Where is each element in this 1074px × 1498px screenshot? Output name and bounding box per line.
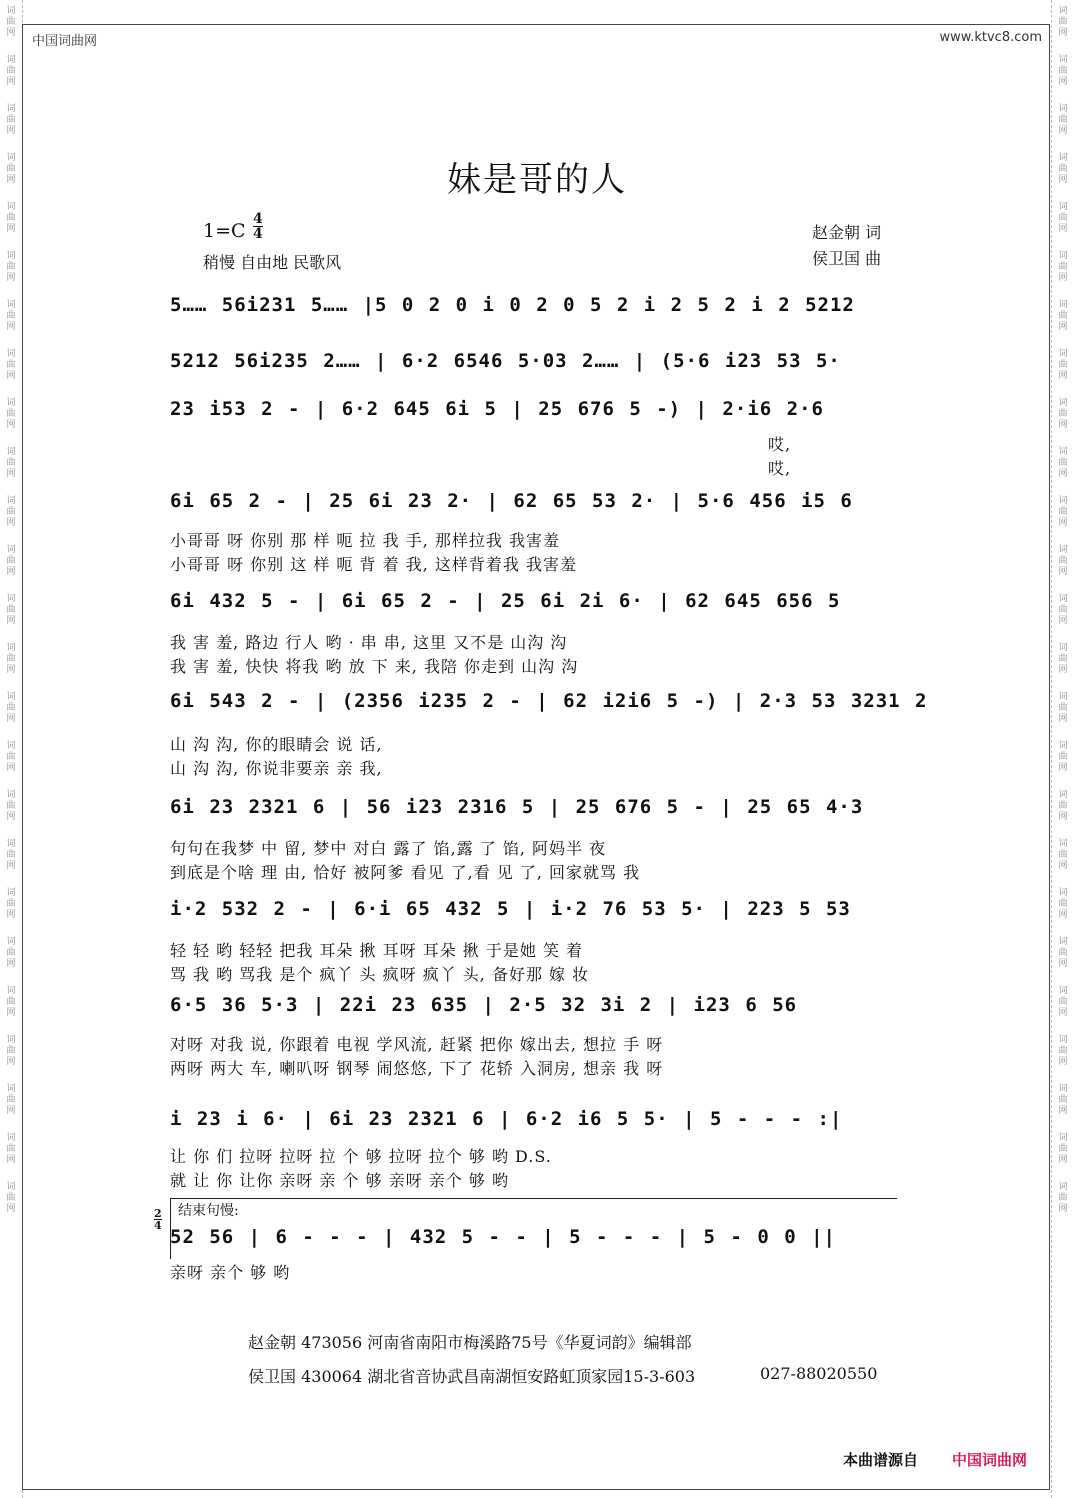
ending-lyrics: 亲呀 亲个 够 哟 — [170, 1263, 291, 1282]
notation-line: 52 56 | 6 - - - | 432 5 - - | 5 - - - | 5 - 0 0 || — [170, 1226, 836, 1248]
notation-line: i 23 i 6· | 6i 23 2321 6 | 6·2 i6 5 5· | 5 - - - :| — [170, 1108, 843, 1130]
ending-label: 结束句慢: — [178, 1203, 239, 1219]
notation-line: 6i 65 2 - | 25 6i 23 2· | 62 65 53 2· | 5·6 456 i5 6 — [170, 490, 853, 512]
notation-line: 5…… 56i231 5…… |5 0 2 0 i 0 2 0 5 2 i 2 5 2 i 2 5212 — [170, 294, 855, 316]
watermark-mark: 词 曲 网 — [1058, 986, 1068, 1018]
watermark-mark: 词 曲 网 — [1058, 839, 1068, 871]
source-label: 本曲谱源自 — [843, 1451, 919, 1469]
lyric-verse-1: 句句在我梦 中 留, 梦中 对白 露了 馅,露 了 馅, 阿妈半 夜 — [170, 839, 607, 858]
notation-line: 6·5 36 5·3 | 22i 23 635 | 2·5 32 3i 2 | i23 6 56 — [170, 994, 798, 1016]
watermark-mark: 词 曲 网 — [6, 251, 16, 283]
watermark-mark: 词 曲 网 — [6, 692, 16, 724]
watermark-mark: 词 曲 网 — [6, 202, 16, 234]
watermark-mark: 词 曲 网 — [6, 986, 16, 1018]
watermark-mark: 词 曲 网 — [1058, 447, 1068, 479]
watermark-mark: 词 曲 网 — [6, 104, 16, 136]
notation-line: 23 i53 2 - | 6·2 645 6i 5 | 25 676 5 -) | 2·i6 2·6 — [170, 398, 824, 420]
watermark-mark: 词 曲 网 — [6, 6, 16, 38]
watermark-mark: 词 曲 网 — [1058, 496, 1068, 528]
watermark-mark: 词 曲 网 — [1058, 104, 1068, 136]
song-title: 妹是哥的人 — [447, 160, 627, 200]
watermark-mark: 词 曲 网 — [1058, 888, 1068, 920]
watermark-mark: 词 曲 网 — [6, 398, 16, 430]
lyric-verse-1: 轻 轻 哟 轻轻 把我 耳朵 揪 耳呀 耳朵 揪 于是她 笑 着 — [170, 941, 584, 960]
watermark-mark: 词 曲 网 — [6, 1133, 16, 1165]
tempo-marking: 稍慢 自由地 民歌风 — [203, 253, 342, 272]
source-brand-link[interactable]: 中国词曲网 — [952, 1451, 1028, 1469]
lyric-verse-1: 我 害 羞, 路边 行人 哟 · 串 串, 这里 又不是 山沟 沟 — [170, 633, 568, 652]
watermark-mark: 词 曲 网 — [1058, 692, 1068, 724]
watermark-mark: 词 曲 网 — [6, 300, 16, 332]
key-signature: 1=C — [203, 220, 246, 242]
composer-credit: 侯卫国 曲 — [812, 249, 882, 268]
left-watermark-strip — [0, 0, 23, 1498]
watermark-mark: 词 曲 网 — [1058, 6, 1068, 38]
time-signature: 4 4 — [253, 211, 263, 242]
lyricist-credit: 赵金朝 词 — [812, 223, 882, 242]
contact-phone: 027-88020550 — [760, 1364, 878, 1383]
lyric-verse-2: 哎, — [768, 459, 792, 478]
watermark-mark: 词 曲 网 — [1058, 1182, 1068, 1214]
watermark-mark: 词 曲 网 — [1058, 1084, 1068, 1116]
watermark-mark: 词 曲 网 — [6, 888, 16, 920]
lyric-verse-2: 山 沟 沟, 你说非要亲 亲 我, — [170, 759, 383, 778]
lyric-verse-1: 让 你 们 拉呀 拉呀 拉 个 够 拉呀 拉个 够 哟 D.S. — [170, 1147, 552, 1166]
watermark-mark: 词 曲 网 — [6, 937, 16, 969]
notation-line: 6i 432 5 - | 6i 65 2 - | 25 6i 2i 6· | 62 645 656 5 — [170, 590, 841, 612]
watermark-mark: 词 曲 网 — [6, 790, 16, 822]
ending-time-signature: 2 4 — [154, 1207, 162, 1232]
lyric-verse-2: 我 害 羞, 快快 将我 哟 放 下 来, 我陪 你走到 山沟 沟 — [170, 657, 579, 676]
watermark-mark: 词 曲 网 — [1058, 55, 1068, 87]
watermark-mark: 词 曲 网 — [1058, 398, 1068, 430]
contact-composer: 侯卫国 430064 湖北省音协武昌南湖恒安路虹顶家园15-3-603 — [248, 1367, 696, 1386]
watermark-mark: 词 曲 网 — [6, 594, 16, 626]
watermark-mark: 词 曲 网 — [6, 1035, 16, 1067]
right-watermark-strip — [1051, 0, 1074, 1498]
notation-line: i·2 532 2 - | 6·i 65 432 5 | i·2 76 53 5· | 223 5 53 — [170, 898, 851, 920]
lyric-verse-2: 到底是个啥 理 由, 恰好 被阿爹 看见 了,看 见 了, 回家就骂 我 — [170, 863, 641, 882]
site-url-right[interactable]: www.ktvc8.com — [939, 30, 1042, 45]
watermark-mark: 词 曲 网 — [1058, 349, 1068, 381]
watermark-mark: 词 曲 网 — [1058, 202, 1068, 234]
watermark-mark: 词 曲 网 — [1058, 643, 1068, 675]
watermark-mark: 词 曲 网 — [6, 496, 16, 528]
lyric-verse-1: 小哥哥 呀 你别 那 样 呃 拉 我 手, 那样拉我 我害羞 — [170, 531, 560, 550]
watermark-mark: 词 曲 网 — [6, 1084, 16, 1116]
notation-line: 5212 56i235 2…… | 6·2 6546 5·03 2…… | (5·6 i23 53 5· — [170, 350, 841, 372]
notation-line: 6i 23 2321 6 | 56 i23 2316 5 | 25 676 5 - | 25 65 4·3 — [170, 796, 864, 818]
watermark-mark: 词 曲 网 — [6, 643, 16, 675]
notation-line: 6i 543 2 - | (2356 i235 2 - | 62 i2i6 5 -) | 2·3 53 3231 2 — [170, 690, 928, 712]
site-name-left: 中国词曲网 — [32, 34, 98, 49]
watermark-mark: 词 曲 网 — [1058, 741, 1068, 773]
lyric-verse-2: 两呀 两大 车, 喇叭呀 钢琴 闹悠悠, 下了 花轿 入洞房, 想亲 我 呀 — [170, 1059, 664, 1078]
contact-lyricist: 赵金朝 473056 河南省南阳市梅溪路75号《华夏词韵》编辑部 — [248, 1333, 692, 1352]
lyric-verse-1: 哎, — [768, 435, 792, 454]
watermark-mark: 词 曲 网 — [6, 447, 16, 479]
lyric-verse-2: 小哥哥 呀 你别 这 样 呃 背 着 我, 这样背着我 我害羞 — [170, 555, 577, 574]
watermark-mark: 词 曲 网 — [1058, 1133, 1068, 1165]
watermark-mark: 词 曲 网 — [1058, 937, 1068, 969]
watermark-mark: 词 曲 网 — [6, 545, 16, 577]
watermark-mark: 词 曲 网 — [6, 1182, 16, 1214]
watermark-mark: 词 曲 网 — [1058, 1035, 1068, 1067]
watermark-mark: 词 曲 网 — [6, 153, 16, 185]
watermark-mark: 词 曲 网 — [6, 55, 16, 87]
watermark-mark: 词 曲 网 — [6, 741, 16, 773]
lyric-verse-2: 就 让 你 让你 亲呀 亲 个 够 亲呀 亲个 够 哟 — [170, 1171, 509, 1190]
watermark-mark: 词 曲 网 — [1058, 251, 1068, 283]
watermark-mark: 词 曲 网 — [1058, 594, 1068, 626]
lyric-verse-1: 对呀 对我 说, 你跟着 电视 学风流, 赶紧 把你 嫁出去, 想拉 手 呀 — [170, 1035, 664, 1054]
watermark-mark: 词 曲 网 — [1058, 153, 1068, 185]
watermark-mark: 词 曲 网 — [6, 349, 16, 381]
watermark-mark: 词 曲 网 — [6, 839, 16, 871]
lyric-verse-2: 骂 我 哟 骂我 是个 疯丫 头 疯呀 疯丫 头, 备好那 嫁 妆 — [170, 965, 590, 984]
watermark-mark: 词 曲 网 — [1058, 790, 1068, 822]
watermark-mark: 词 曲 网 — [1058, 545, 1068, 577]
lyric-verse-1: 山 沟 沟, 你的眼睛会 说 话, — [170, 735, 383, 754]
watermark-mark: 词 曲 网 — [1058, 300, 1068, 332]
